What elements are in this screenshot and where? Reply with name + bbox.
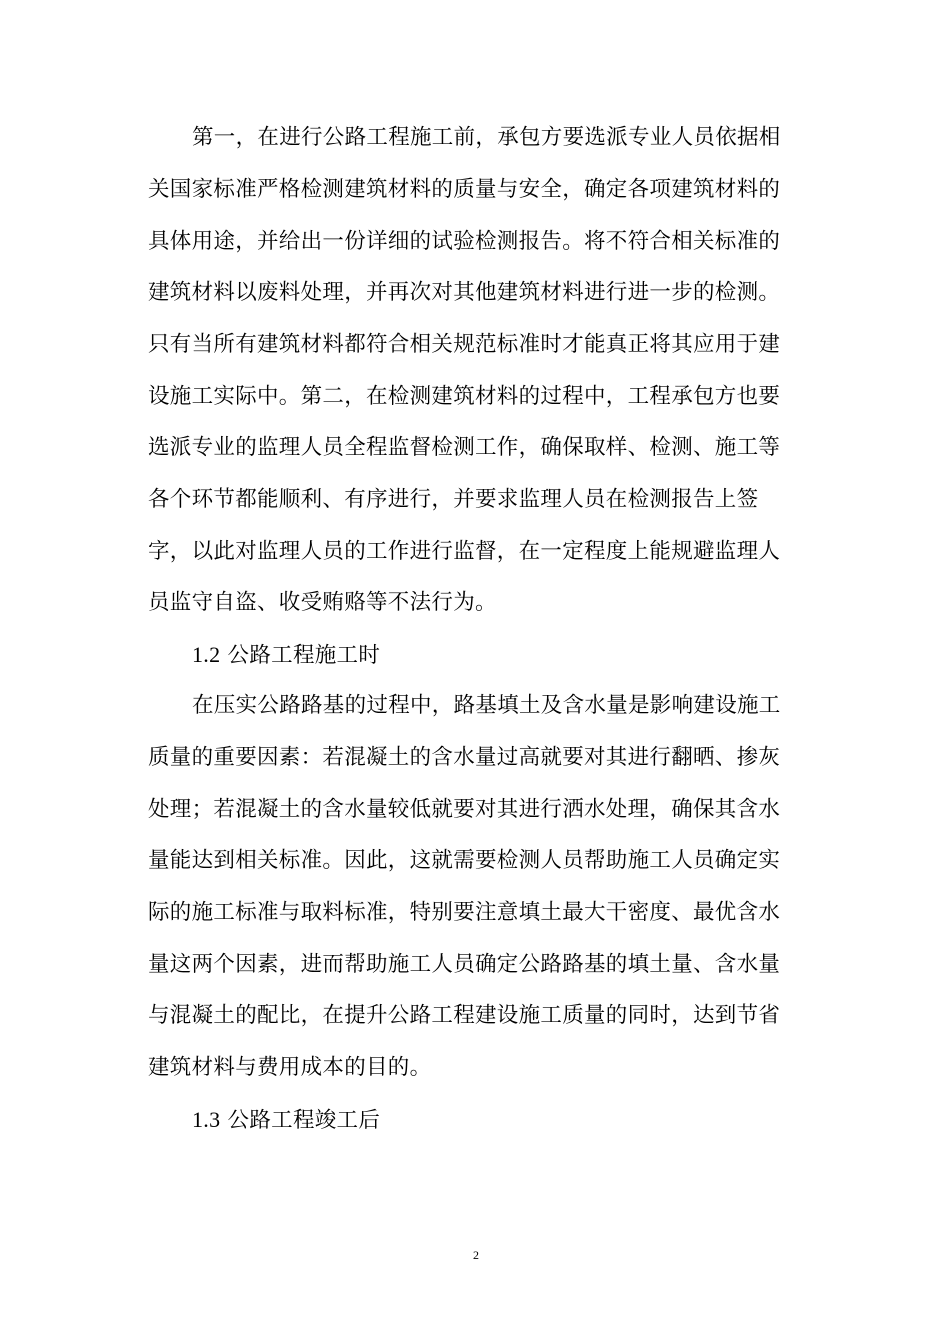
paragraph-1-line-10: 员监守自盗、收受贿赂等不法行为。 [148,590,497,615]
paragraph-2-line-4: 量能达到相关标准。因此，这就需要检测人员帮助施工人员确定实 [148,848,781,873]
paragraph-2-line-8: 建筑材料与费用成本的目的。 [148,1055,432,1080]
paragraph-1-line-5: 只有当所有建筑材料都符合相关规范标准时才能真正将其应用于建 [148,332,781,357]
paragraph-1-line-4: 建筑材料以废料处理，并再次对其他建筑材料进行进一步的检测。 [148,280,781,305]
paragraph-1-line-2: 关国家标准严格检测建筑材料的质量与安全，确定各项建筑材料的 [148,177,781,202]
section-number: 1.2 [192,642,221,667]
paragraph-1-line-8: 各个环节都能顺利、有序进行，并要求监理人员在检测报告上签 [148,487,759,512]
paragraph-1-line-7: 选派专业的监理人员全程监督检测工作，确保取样、检测、施工等 [148,435,781,460]
paragraph-2-line-1: 在压实公路路基的过程中，路基填土及含水量是影响建设施工 [192,693,781,718]
paragraph-2-line-3: 处理；若混凝土的含水量较低就要对其进行洒水处理，确保其含水 [148,797,781,822]
section-title: 公路工程竣工后 [227,1108,381,1133]
paragraph-1-line-9: 字，以此对监理人员的工作进行监督，在一定程度上能规避监理人 [148,539,781,564]
paragraph-2-line-7: 与混凝土的配比，在提升公路工程建设施工质量的同时，达到节省 [148,1003,781,1028]
section-heading-1-2 [192,641,380,670]
paragraph-2-line-2: 质量的重要因素：若混凝土的含水量过高就要对其进行翻晒、掺灰 [148,745,781,770]
paragraph-2-line-6: 量这两个因素，进而帮助施工人员确定公路路基的填土量、含水量 [148,952,781,977]
section-title: 公路工程施工时 [227,643,381,668]
paragraph-2-line-5: 际的施工标准与取料标准，特别要注意填土最大干密度、最优含水 [148,900,781,925]
paragraph-1-line-6: 设施工实际中。第二，在检测建筑材料的过程中，工程承包方也要 [148,384,781,409]
paragraph-1-line-1: 第一，在进行公路工程施工前，承包方要选派专业人员依据相 [192,125,781,150]
section-heading-1-3 [192,1106,380,1135]
paragraph-1-line-3: 具体用途，并给出一份详细的试验检测报告。将不符合相关标准的 [148,229,781,254]
section-number: 1.3 [192,1107,221,1132]
page-number: 2 [473,1248,479,1262]
